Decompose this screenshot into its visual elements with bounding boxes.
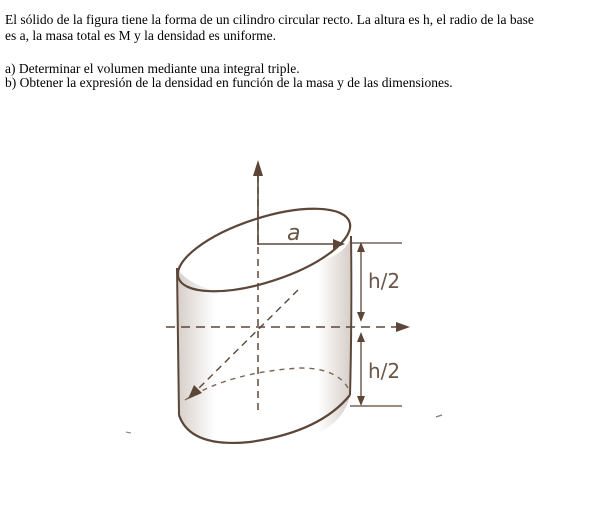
radius-label: a	[287, 221, 301, 246]
lower-dimension-arrow-bottom	[357, 396, 365, 406]
left-side-shading	[178, 270, 215, 442]
question-list	[5, 62, 595, 90]
stray-mark	[436, 415, 442, 417]
upper-dimension-arrow-top	[357, 242, 365, 252]
right-side-shading	[318, 240, 350, 433]
question-a: a) Determinar el volumen mediante una integral triple.	[5, 61, 300, 76]
question-b: b) Obtener la expresión de la densidad en función de la masa y de las dimensiones.	[5, 75, 453, 90]
bottom-front-arc	[179, 395, 350, 443]
bottom-back-arc	[185, 368, 350, 400]
z-axis-arrowhead	[253, 160, 263, 176]
x-axis-arrowhead	[188, 385, 202, 399]
right-side-line	[350, 236, 351, 395]
problem-text	[5, 12, 595, 90]
radius-arrowhead	[333, 239, 345, 249]
upper-dimension-arrow-bottom	[357, 312, 365, 322]
upper-half-label: h/2	[368, 269, 401, 293]
lower-dimension-arrow-top	[357, 332, 365, 342]
y-axis-arrowhead	[396, 322, 410, 332]
lower-half-label: h/2	[368, 359, 401, 383]
x-axis	[195, 290, 298, 392]
statement-line-1: El sólido de la figura tiene la forma de un cilindro circular recto. La altura es h, el radio de la base	[5, 12, 534, 27]
statement-line-2: es a, la masa total es M y la densidad es uniforme.	[5, 28, 277, 43]
top-ellipse	[169, 192, 360, 308]
stray-mark-left	[126, 432, 131, 433]
problem-statement	[5, 12, 595, 44]
left-side-line	[177, 268, 179, 415]
